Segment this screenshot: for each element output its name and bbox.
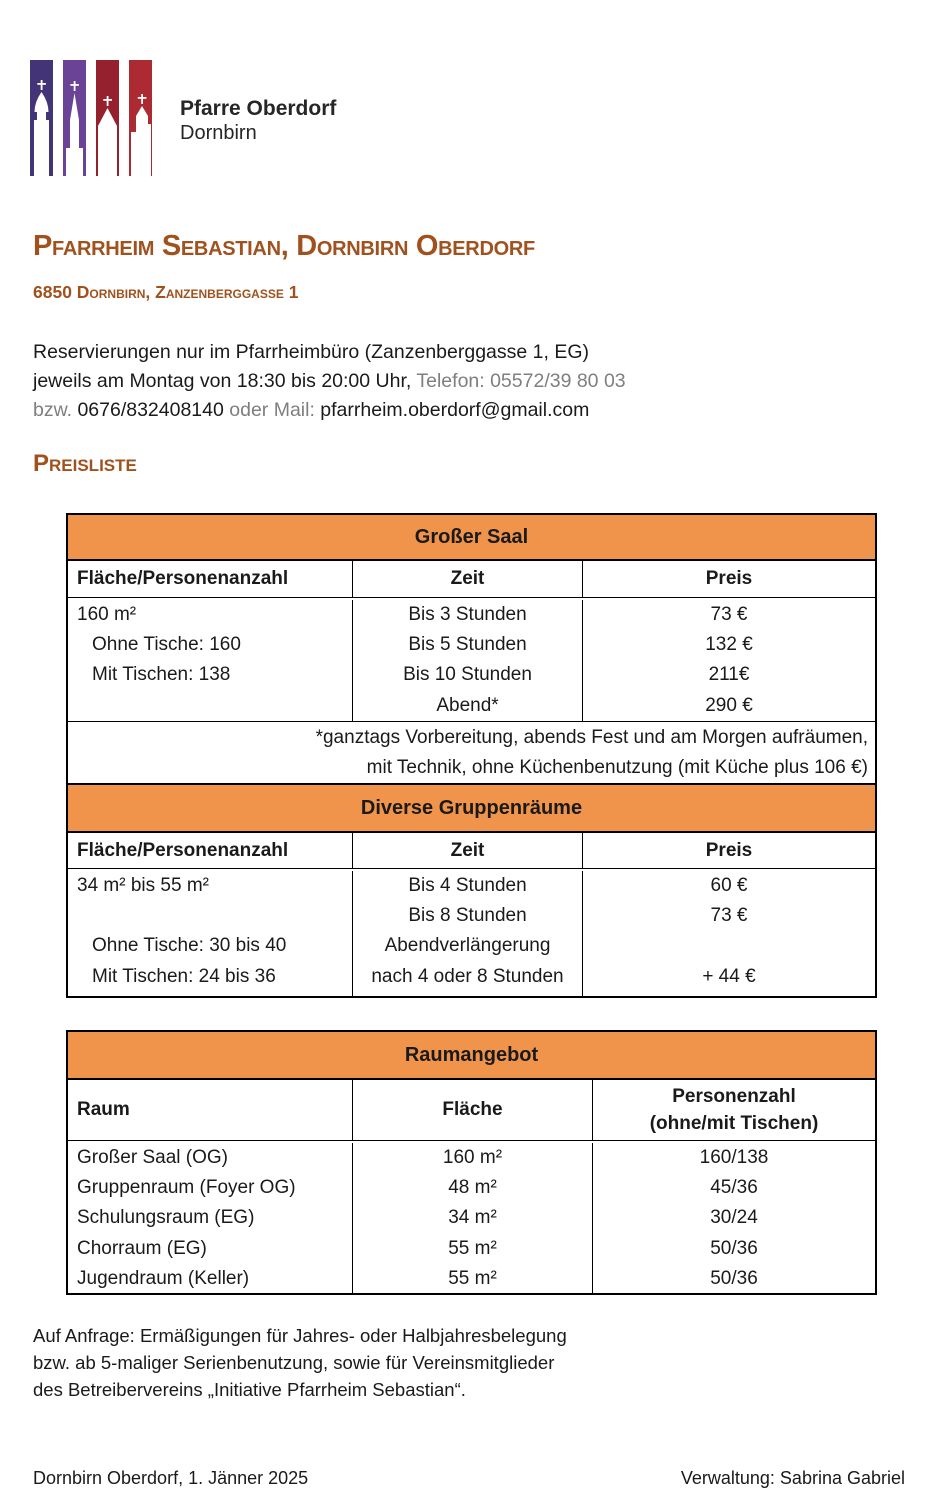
personen-cell — [592, 1143, 875, 1294]
column-header-personenzahl-line2: (ohne/mit Tischen) — [649, 1113, 819, 1134]
discount-info-line2: bzw. ab 5-maliger Serienbenutzung, sowie für Vereinsmitglieder — [33, 1352, 555, 1373]
page-subtitle: 6850 Dornbirn, Zanzenberggasse 1 — [33, 282, 299, 302]
phone-number: Telefon: 05572/39 80 03 — [416, 370, 626, 392]
column-header-raum: Raum — [77, 1099, 130, 1120]
column-header-flaeche: Fläche/Personenanzahl — [77, 839, 289, 861]
personen-line: 45/36 — [710, 1177, 758, 1199]
parish-churches-logo-icon — [30, 60, 152, 177]
flaeche-line: 34 m² — [448, 1207, 497, 1229]
zeit-line: Bis 4 Stunden — [408, 875, 527, 897]
page-title: Pfarrheim Sebastian, Dornbirn Oberdorf — [33, 230, 535, 262]
gruppenraeume-column-header-row — [68, 833, 875, 869]
raumangebot-header: Raumangebot — [68, 1032, 875, 1080]
footer-date: Dornbirn Oberdorf, 1. Jänner 2025 — [33, 1468, 309, 1488]
zeit-line: Bis 5 Stunden — [408, 634, 527, 656]
discount-info — [33, 1322, 567, 1403]
logo-org-name: Pfarre Oberdorf — [180, 97, 337, 120]
reservation-info — [33, 338, 626, 425]
zeit-line: nach 4 oder 8 Stunden — [371, 965, 564, 987]
reservation-info-line3 — [33, 396, 626, 425]
preis-line: + 44 € — [702, 965, 756, 987]
preis-line: 73 € — [710, 905, 748, 927]
area-line: Ohne Tische: 160 — [92, 634, 241, 656]
raum-line: Chorraum (EG) — [77, 1237, 207, 1259]
flaeche-line: 55 m² — [448, 1267, 497, 1289]
area-line: Ohne Tische: 30 bis 40 — [92, 935, 287, 957]
discount-info-line1: Auf Anfrage: Ermäßigungen für Jahres- oder Halbjahresbelegung — [33, 1325, 567, 1346]
zeit-cell — [352, 600, 582, 721]
room-offer-table — [66, 1030, 877, 1295]
raumangebot-data — [68, 1141, 875, 1293]
column-header-flaeche: Fläche — [352, 1080, 592, 1140]
price-table — [66, 513, 877, 998]
raum-line: Großer Saal (OG) — [77, 1147, 228, 1169]
area-line: Mit Tischen: 138 — [92, 664, 231, 686]
grosser-saal-footnote — [68, 721, 875, 783]
preis-line: 60 € — [710, 875, 748, 897]
raum-cell — [68, 1143, 352, 1294]
footnote-line: *ganztags Vorbereitung, abends Fest und am Morgen aufräumen, — [315, 727, 868, 748]
discount-info-line3: des Betreibervereins „Initiative Pfarrheim Sebastian“. — [33, 1379, 466, 1400]
personen-line: 30/24 — [710, 1207, 758, 1229]
raum-line: Jugendraum (Keller) — [77, 1267, 250, 1289]
zeit-line: Bis 8 Stunden — [408, 905, 527, 927]
logo — [30, 60, 336, 177]
preis-line: 73 € — [710, 604, 748, 626]
preis-cell — [582, 600, 875, 721]
reservation-info-line2 — [33, 367, 626, 396]
page-footer — [33, 1468, 905, 1489]
preis-cell — [582, 871, 875, 996]
flaeche-cell — [352, 1143, 592, 1294]
zeit-line: Bis 3 Stunden — [408, 604, 527, 626]
flaeche-line: 48 m² — [448, 1177, 497, 1199]
preis-line — [583, 931, 875, 961]
column-header-zeit: Zeit — [352, 833, 582, 868]
zeit-line: Bis 10 Stunden — [403, 664, 532, 686]
price-list-heading: Preisliste — [33, 450, 137, 477]
column-header-zeit: Zeit — [352, 561, 582, 597]
column-header-preis: Preis — [582, 561, 875, 597]
opening-hours: jeweils am Montag von 18:30 bis 20:00 Uhr, — [33, 370, 417, 392]
reservation-info-line1: Reservierungen nur im Pfarrheimbüro (Zanzenberggasse 1, EG) — [33, 341, 590, 363]
flaeche-line: 160 m² — [442, 1147, 503, 1169]
zeit-line: Abendverlängerung — [384, 935, 551, 957]
mail-label: oder Mail: — [223, 399, 321, 421]
area-line: 160 m² — [77, 604, 137, 626]
area-line: Mit Tischen: 24 bis 36 — [92, 965, 276, 987]
raum-line: Gruppenraum (Foyer OG) — [77, 1177, 296, 1199]
area-cell — [68, 600, 352, 721]
column-header-preis: Preis — [582, 833, 875, 868]
personen-line: 160/138 — [699, 1147, 769, 1169]
grosser-saal-column-header-row — [68, 561, 875, 598]
gruppenraeume-data — [68, 869, 875, 996]
email-address: pfarrheim.oberdorf@gmail.com — [320, 399, 590, 421]
preis-line: 290 € — [705, 694, 753, 716]
area-line: 34 m² bis 55 m² — [77, 875, 209, 897]
zeit-cell — [352, 871, 582, 996]
column-header-flaeche: Fläche/Personenanzahl — [77, 568, 289, 589]
grosser-saal-header: Großer Saal — [68, 515, 875, 561]
raum-line: Schulungsraum (EG) — [77, 1207, 255, 1229]
bzw-label: bzw. — [33, 399, 78, 421]
mobile-number: 0676/832408140 — [77, 399, 224, 421]
logo-city: Dornbirn — [180, 122, 257, 144]
area-cell — [68, 871, 352, 996]
footnote-line: mit Technik, ohne Küchenbenutzung (mit Küche plus 106 €) — [366, 757, 868, 778]
zeit-line: Abend* — [436, 694, 499, 716]
area-line — [77, 901, 352, 931]
preis-line: 211€ — [708, 664, 750, 686]
personen-line: 50/36 — [710, 1267, 758, 1289]
grosser-saal-data — [68, 598, 875, 721]
raumangebot-column-header-row — [68, 1080, 875, 1141]
logo-text — [180, 96, 336, 177]
flaeche-line: 55 m² — [448, 1237, 497, 1259]
preis-line: 132 € — [705, 634, 753, 656]
footer-admin: Verwaltung: Sabrina Gabriel — [680, 1468, 905, 1488]
column-header-personenzahl-line1: Personenzahl — [672, 1086, 796, 1107]
personen-line: 50/36 — [710, 1237, 758, 1259]
gruppenraeume-header: Diverse Gruppenräume — [68, 783, 875, 833]
column-header-personenzahl — [592, 1080, 875, 1140]
